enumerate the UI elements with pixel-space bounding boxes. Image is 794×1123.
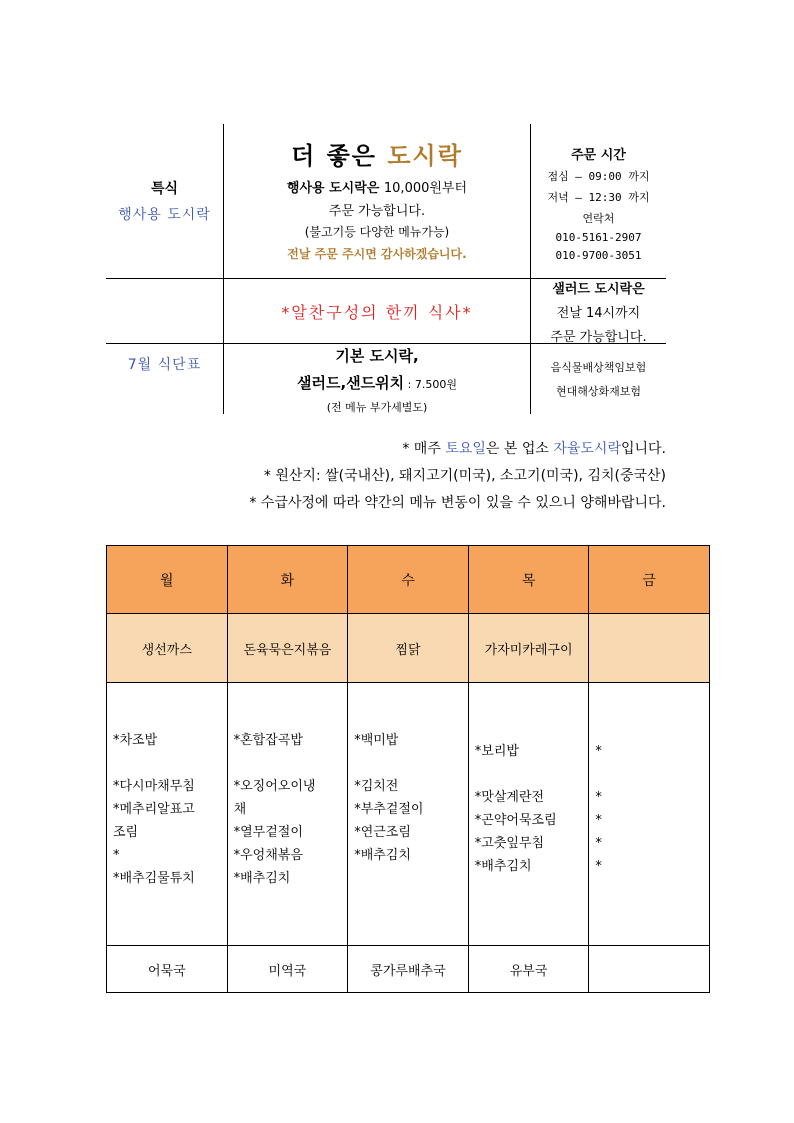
side-dish-item: *부추겉절이 bbox=[354, 802, 424, 817]
side-dish-gap bbox=[113, 752, 221, 775]
side-dish-item: * bbox=[595, 744, 602, 759]
side-dish-cell bbox=[107, 683, 228, 946]
salad-title: 샐러드 도시락은 bbox=[552, 281, 645, 297]
brand-cell bbox=[224, 136, 530, 278]
main-dish: 가자미카레구이 bbox=[468, 614, 589, 683]
side-dish-list bbox=[113, 683, 221, 890]
menu-table bbox=[106, 545, 710, 993]
soup: 어묵국 bbox=[107, 946, 228, 993]
side-dish-item: * bbox=[595, 813, 602, 828]
side-dish-item: *배추김치 bbox=[354, 848, 411, 863]
special-cell bbox=[106, 124, 223, 278]
side-dish-item: *고춧잎무침 bbox=[474, 836, 545, 851]
insurance-cell bbox=[531, 344, 666, 410]
side-dish-item: *배추김물튜치 bbox=[113, 871, 195, 886]
side-dish-item: *보리밥 bbox=[474, 744, 519, 759]
side-dish-item: * bbox=[595, 859, 602, 874]
side-dish-item: *차조밥 bbox=[113, 733, 158, 748]
brand-title-b: 도시락 bbox=[387, 142, 463, 170]
event-price bbox=[287, 177, 467, 196]
basic-cell bbox=[224, 346, 530, 414]
main-dish: 돈육묵은지볶음 bbox=[227, 614, 348, 683]
order-possible: 주문 가능합니다. bbox=[328, 204, 426, 219]
side-dish-item: *배추김치 bbox=[233, 871, 291, 886]
side-dish-item: * bbox=[595, 790, 602, 805]
day-header: 목 bbox=[468, 546, 589, 614]
main-dish bbox=[589, 614, 710, 683]
phone-2: 010-9700-3051 bbox=[555, 249, 642, 262]
soup: 유부국 bbox=[468, 946, 589, 993]
side-dish-item: * bbox=[595, 836, 602, 851]
basic-items: 샐러드,샌드위치 bbox=[297, 374, 405, 392]
side-dish-list bbox=[475, 683, 583, 878]
brand-title bbox=[291, 136, 463, 171]
day-header: 수 bbox=[348, 546, 469, 614]
month-title: 7월 식단표 bbox=[127, 357, 202, 373]
event-text: 행사용 도시락은 bbox=[286, 181, 384, 196]
notice-text: 입니다. bbox=[620, 441, 666, 457]
lunch-time: 점심 – 09:00 까지 bbox=[547, 170, 650, 183]
side-dish-row bbox=[107, 683, 710, 946]
notice-change: * 수급사정에 따라 약간의 메뉴 변동이 있을 수 있으니 양해바랍니다. bbox=[249, 495, 666, 511]
contact-label: 연락처 bbox=[582, 212, 615, 225]
side-dish-item: *곤약어묵조림 bbox=[474, 813, 557, 828]
salad-deadline: 전날 14시까지 bbox=[556, 305, 641, 321]
day-header: 화 bbox=[227, 546, 348, 614]
highlight-text: *알찬구성의 한끼 식사* bbox=[281, 302, 473, 322]
dinner-time: 저녁 – 12:30 까지 bbox=[547, 191, 650, 204]
side-dish-list bbox=[595, 683, 703, 878]
day-row bbox=[107, 546, 710, 614]
month-cell bbox=[106, 344, 223, 384]
side-dish-gap bbox=[354, 752, 462, 775]
soup-row bbox=[107, 946, 710, 993]
side-dish-cell bbox=[589, 683, 710, 946]
side-dish-item: *연근조림 bbox=[354, 825, 411, 840]
notice-self-lunch: 자율도시락 bbox=[553, 441, 621, 457]
menu-note: (불고기등 다양한 메뉴가능) bbox=[304, 225, 450, 239]
vat-note: (전 메뉴 부가세별도) bbox=[326, 401, 428, 414]
notice-origin: * 원산지: 쌀(국내산), 돼지고기(미국), 소고기(미국), 김치(중국산) bbox=[263, 468, 666, 484]
notice-text: * 매주 bbox=[402, 441, 446, 457]
salad-order: 주문 가능합니다. bbox=[550, 329, 647, 345]
side-dish-item: *배추김치 bbox=[474, 859, 532, 874]
day-header: 월 bbox=[107, 546, 228, 614]
side-dish-item: *백미밥 bbox=[354, 733, 399, 748]
side-dish-gap bbox=[595, 763, 703, 786]
side-dish-cell bbox=[348, 683, 469, 946]
notices bbox=[249, 436, 666, 517]
main-dish: 찜닭 bbox=[348, 614, 469, 683]
main-dish: 생선까스 bbox=[107, 614, 228, 683]
basic-title: 기본 도시락, bbox=[335, 347, 419, 365]
side-dish-item: *김치전 bbox=[354, 779, 399, 794]
main-dish-row bbox=[107, 614, 710, 683]
basic-price-line bbox=[297, 372, 457, 393]
special-label: 특식 bbox=[150, 181, 179, 197]
side-dish-gap bbox=[234, 752, 342, 775]
soup bbox=[589, 946, 710, 993]
order-time-cell bbox=[531, 144, 666, 278]
side-dish-item: * bbox=[113, 848, 120, 863]
insurance-2: 현대해상화재보험 bbox=[555, 384, 641, 398]
side-dish-item: *혼합잡곡밥 bbox=[233, 733, 303, 748]
phone-1: 010-5161-2907 bbox=[555, 231, 642, 244]
side-dish-list bbox=[354, 683, 462, 867]
info-header bbox=[106, 124, 666, 414]
special-sub: 행사용 도시락 bbox=[118, 207, 211, 223]
side-dish-item: *다시마채무침 bbox=[113, 779, 195, 794]
side-dish-item: *우엉채볶음 bbox=[233, 848, 303, 863]
side-dish-item: *열무겉절이 bbox=[233, 825, 303, 840]
side-dish-item: 조림 bbox=[113, 825, 139, 840]
notice-saturday bbox=[249, 436, 666, 463]
soup: 미역국 bbox=[227, 946, 348, 993]
basic-price: : 7.500원 bbox=[404, 378, 457, 391]
side-dish-list bbox=[234, 683, 342, 890]
notice-saturday-word: 토요일 bbox=[445, 441, 486, 457]
side-dish-cell bbox=[468, 683, 589, 946]
side-dish-item: *맛살계란전 bbox=[474, 790, 545, 805]
brand-title-a: 더 좋은 bbox=[291, 142, 388, 170]
highlight-cell bbox=[224, 279, 530, 343]
order-time-title: 주문 시간 bbox=[571, 148, 626, 163]
insurance-1: 음식물배상책임보험 bbox=[550, 360, 647, 374]
side-dish-item: 채 bbox=[233, 802, 247, 817]
side-dish-gap bbox=[475, 763, 583, 786]
salad-cell bbox=[531, 279, 666, 343]
side-dish-item: *오징어오이냉 bbox=[233, 779, 316, 794]
event-price-value: 10,000원부터 bbox=[383, 181, 468, 196]
notice-text: 은 본 업소 bbox=[485, 441, 554, 457]
soup: 콩가루배추국 bbox=[348, 946, 469, 993]
day-header: 금 bbox=[589, 546, 710, 614]
side-dish-cell bbox=[227, 683, 348, 946]
thanks-note: 전날 주문 주시면 감사하겠습니다. bbox=[287, 247, 467, 261]
side-dish-item: *메추리알표고 bbox=[113, 802, 195, 817]
